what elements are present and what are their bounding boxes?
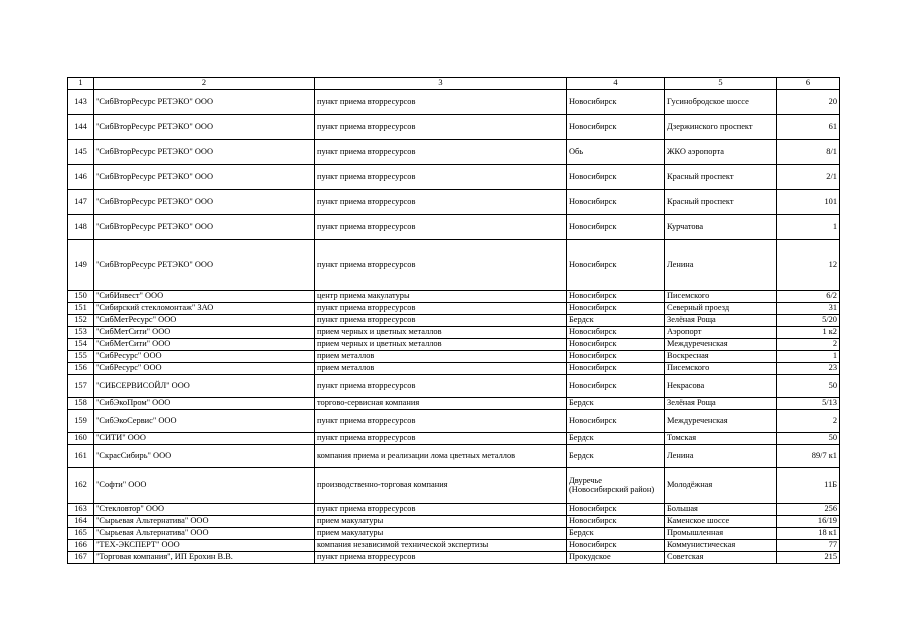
row-number-cell: 156 [68,363,94,375]
settlement-cell: Бердск [567,445,665,468]
column-number: 5 [665,78,777,90]
settlement-cell: Бердск [567,433,665,445]
settlement-cell: Бердск [567,315,665,327]
organization-name-cell: "СИТИ" ООО [94,433,315,445]
organization-name-cell: "Торговая компания", ИП Ерохин В.В. [94,552,315,564]
column-number-row [68,78,840,90]
organization-name-cell: "СибРесурс" ООО [94,363,315,375]
table-row [68,215,840,240]
organization-name-cell: "СибЭкоПром" ООО [94,398,315,410]
settlement-cell: Новосибирск [567,115,665,140]
house-number-cell: 1 [777,215,840,240]
row-number-cell: 159 [68,410,94,433]
settlement-cell: Новосибирск [567,165,665,190]
street-cell: Междуреченская [665,339,777,351]
street-cell: Писемского [665,363,777,375]
activity-type-cell: пункт приема вторресурсов [315,375,567,398]
activity-type-cell: пункт приема вторресурсов [315,315,567,327]
house-number-cell: 5/13 [777,398,840,410]
organization-name-cell: "СибЭкоСервис" ООО [94,410,315,433]
table-row [68,445,840,468]
organization-name-cell: "СибВторРесурс РЕТЭКО" ООО [94,140,315,165]
table-row [68,375,840,398]
registry-table [67,77,840,564]
row-number-cell: 160 [68,433,94,445]
house-number-cell: 31 [777,303,840,315]
table-row [68,327,840,339]
row-number-cell: 164 [68,516,94,528]
settlement-cell: Новосибирск [567,190,665,215]
street-cell: Промышленная [665,528,777,540]
street-cell: Томская [665,433,777,445]
activity-type-cell: прием макулатуры [315,516,567,528]
table-row [68,303,840,315]
activity-type-cell: пункт приема вторресурсов [315,504,567,516]
activity-type-cell: прием черных и цветных металлов [315,339,567,351]
house-number-cell: 50 [777,433,840,445]
organization-name-cell: "СибМетСити" ООО [94,327,315,339]
organization-name-cell: "Сибирский стекломонтаж" ЗАО [94,303,315,315]
street-cell: ЖКО аэропорта [665,140,777,165]
street-cell: Междуреченская [665,410,777,433]
table-row [68,528,840,540]
street-cell: Ленина [665,240,777,291]
organization-name-cell: "СибИнвест" ООО [94,291,315,303]
street-cell: Аэропорт [665,327,777,339]
row-number-cell: 163 [68,504,94,516]
row-number-cell: 147 [68,190,94,215]
settlement-cell: Обь [567,140,665,165]
house-number-cell: 77 [777,540,840,552]
organization-name-cell: "СибВторРесурс РЕТЭКО" ООО [94,215,315,240]
settlement-cell: Новосибирск [567,363,665,375]
column-number: 2 [94,78,315,90]
street-cell: Большая [665,504,777,516]
organization-name-cell: "Сырьевая Альтернатива" ООО [94,528,315,540]
column-number: 4 [567,78,665,90]
activity-type-cell: пункт приема вторресурсов [315,115,567,140]
house-number-cell: 1 [777,351,840,363]
row-number-cell: 157 [68,375,94,398]
table-row [68,433,840,445]
activity-type-cell: пункт приема вторресурсов [315,303,567,315]
organization-name-cell: "СибМетРесурс" ООО [94,315,315,327]
settlement-cell: Бердск [567,528,665,540]
house-number-cell: 8/1 [777,140,840,165]
table-row [68,190,840,215]
table-row [68,140,840,165]
activity-type-cell: компания приема и реализации лома цветных металлов [315,445,567,468]
row-number-cell: 165 [68,528,94,540]
column-number: 3 [315,78,567,90]
organization-name-cell: "Софти" ООО [94,468,315,504]
activity-type-cell: пункт приема вторресурсов [315,140,567,165]
settlement-cell: Новосибирск [567,90,665,115]
settlement-cell: Бердск [567,398,665,410]
settlement-cell: Новосибирск [567,375,665,398]
row-number-cell: 151 [68,303,94,315]
street-cell: Зелёная Роща [665,315,777,327]
street-cell: Некрасова [665,375,777,398]
row-number-cell: 167 [68,552,94,564]
street-cell: Ленина [665,445,777,468]
organization-name-cell: "СибВторРесурс РЕТЭКО" ООО [94,90,315,115]
street-cell: Писемского [665,291,777,303]
activity-type-cell: пункт приема вторресурсов [315,410,567,433]
house-number-cell: 215 [777,552,840,564]
row-number-cell: 143 [68,90,94,115]
activity-type-cell: пункт приема вторресурсов [315,215,567,240]
table-row [68,240,840,291]
table-row [68,468,840,504]
house-number-cell: 256 [777,504,840,516]
table-row [68,165,840,190]
activity-type-cell: пункт приема вторресурсов [315,240,567,291]
organization-name-cell: "СибВторРесурс РЕТЭКО" ООО [94,190,315,215]
row-number-cell: 158 [68,398,94,410]
settlement-cell: Новосибирск [567,339,665,351]
street-cell: Дзержинского проспект [665,115,777,140]
house-number-cell: 5/20 [777,315,840,327]
column-number: 6 [777,78,840,90]
organization-name-cell: "Стекловтор" ООО [94,504,315,516]
activity-type-cell: пункт приема вторресурсов [315,190,567,215]
house-number-cell: 89/7 к1 [777,445,840,468]
table-row [68,291,840,303]
organization-name-cell: "СибВторРесурс РЕТЭКО" ООО [94,240,315,291]
table-row [68,398,840,410]
street-cell: Курчатова [665,215,777,240]
organization-name-cell: "СибВторРесурс РЕТЭКО" ООО [94,115,315,140]
row-number-cell: 144 [68,115,94,140]
settlement-cell: Новосибирск [567,410,665,433]
activity-type-cell: центр приема макулатуры [315,291,567,303]
row-number-cell: 155 [68,351,94,363]
house-number-cell: 61 [777,115,840,140]
table-row [68,552,840,564]
table-row [68,315,840,327]
table-row [68,351,840,363]
row-number-cell: 148 [68,215,94,240]
street-cell: Северный проезд [665,303,777,315]
settlement-cell: Новосибирск [567,327,665,339]
street-cell: Коммунистическая [665,540,777,552]
activity-type-cell: производственно-торговая компания [315,468,567,504]
table-row [68,410,840,433]
settlement-cell: Новосибирск [567,215,665,240]
organization-name-cell: "СибРесурс" ООО [94,351,315,363]
house-number-cell: 2 [777,410,840,433]
settlement-cell: Новосибирск [567,504,665,516]
street-cell: Советская [665,552,777,564]
row-number-cell: 145 [68,140,94,165]
organization-name-cell: "Сырьевая Альтернатива" ООО [94,516,315,528]
table-row [68,363,840,375]
house-number-cell: 18 к1 [777,528,840,540]
table-row [68,516,840,528]
street-cell: Красный проспект [665,190,777,215]
row-number-cell: 153 [68,327,94,339]
settlement-cell: Новосибирск [567,351,665,363]
activity-type-cell: прием металлов [315,363,567,375]
row-number-cell: 154 [68,339,94,351]
organization-name-cell: "ТЕХ-ЭКСПЕРТ" ООО [94,540,315,552]
organization-name-cell: "СибМетСити" ООО [94,339,315,351]
row-number-cell: 149 [68,240,94,291]
street-cell: Красный проспект [665,165,777,190]
table-row [68,540,840,552]
organization-name-cell: "СибВторРесурс РЕТЭКО" ООО [94,165,315,190]
row-number-cell: 162 [68,468,94,504]
table-row [68,339,840,351]
house-number-cell: 1 к2 [777,327,840,339]
activity-type-cell: пункт приема вторресурсов [315,552,567,564]
settlement-cell: Новосибирск [567,516,665,528]
row-number-cell: 152 [68,315,94,327]
settlement-cell: Новосибирск [567,540,665,552]
settlement-cell: Новосибирск [567,303,665,315]
row-number-cell: 150 [68,291,94,303]
settlement-cell: Прокудское [567,552,665,564]
house-number-cell: 101 [777,190,840,215]
street-cell: Воскресная [665,351,777,363]
house-number-cell: 11Б [777,468,840,504]
organization-name-cell: "СИБСЕРВИСОЙЛ" ООО [94,375,315,398]
activity-type-cell: прием металлов [315,351,567,363]
house-number-cell: 16/19 [777,516,840,528]
street-cell: Гусинобродское шоссе [665,90,777,115]
activity-type-cell: пункт приема вторресурсов [315,90,567,115]
settlement-cell: Новосибирск [567,291,665,303]
street-cell: Молодёжная [665,468,777,504]
activity-type-cell: прием макулатуры [315,528,567,540]
table-row [68,504,840,516]
house-number-cell: 20 [777,90,840,115]
activity-type-cell: пункт приема вторресурсов [315,165,567,190]
row-number-cell: 166 [68,540,94,552]
house-number-cell: 12 [777,240,840,291]
row-number-cell: 161 [68,445,94,468]
activity-type-cell: торгово-сервисная компания [315,398,567,410]
house-number-cell: 6/2 [777,291,840,303]
settlement-cell: Двуречье (Новосибирский район) [567,468,665,504]
house-number-cell: 2/1 [777,165,840,190]
house-number-cell: 2 [777,339,840,351]
table-row [68,90,840,115]
table-row [68,115,840,140]
activity-type-cell: компания независимой технической экспертизы [315,540,567,552]
row-number-cell: 146 [68,165,94,190]
house-number-cell: 23 [777,363,840,375]
organization-name-cell: "СкрасСибирь" ООО [94,445,315,468]
street-cell: Каменское шоссе [665,516,777,528]
street-cell: Зелёная Роща [665,398,777,410]
activity-type-cell: пункт приема вторресурсов [315,433,567,445]
column-number: 1 [68,78,94,90]
activity-type-cell: прием черных и цветных металлов [315,327,567,339]
settlement-cell: Новосибирск [567,240,665,291]
house-number-cell: 50 [777,375,840,398]
